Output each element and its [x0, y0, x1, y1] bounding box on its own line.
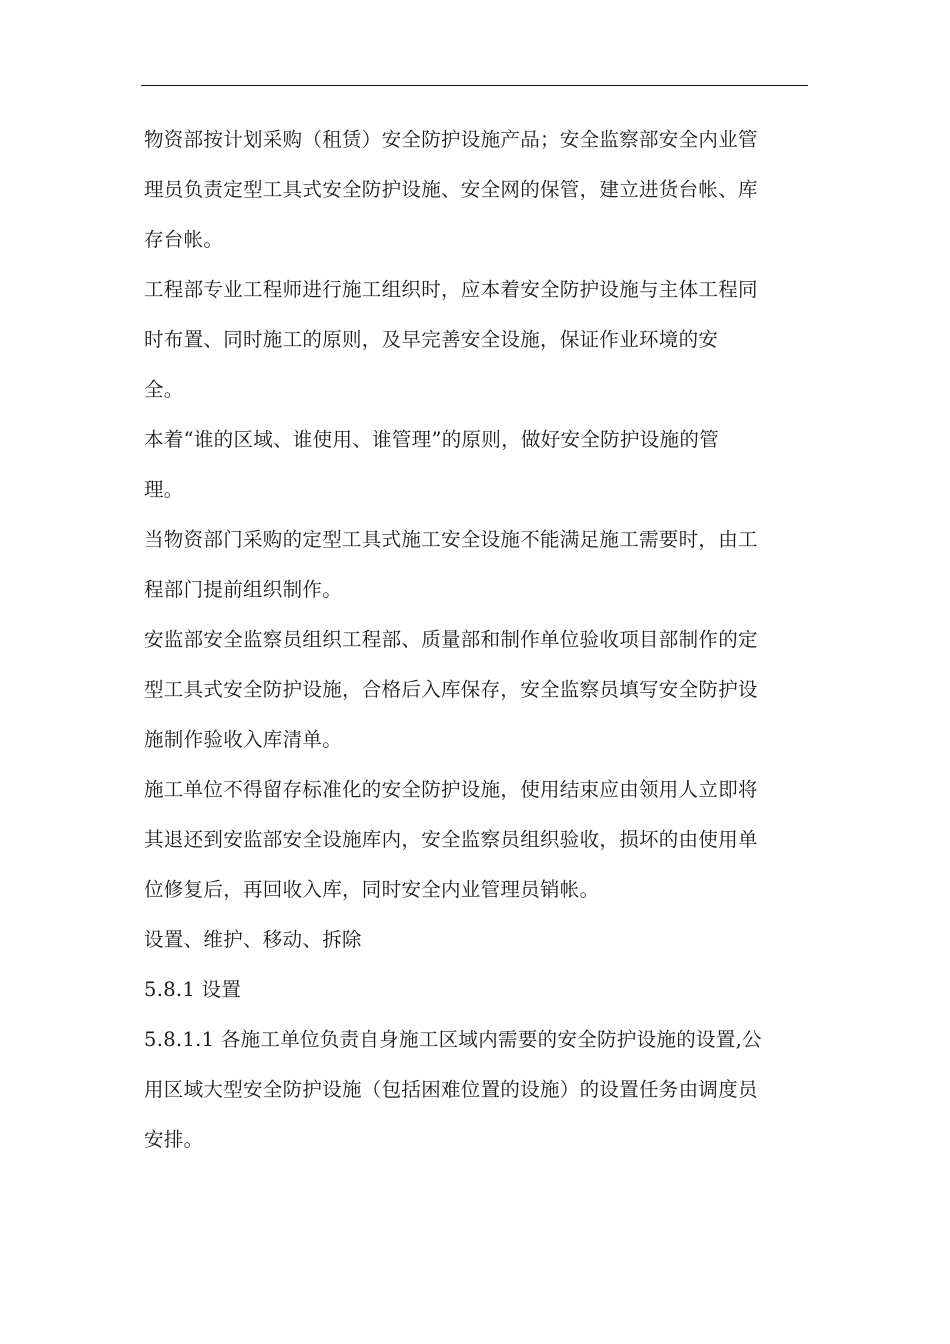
text-line: 5.8.1.1 各施工单位负责自身施工区域内需要的安全防护设施的设置,公 — [144, 1028, 762, 1051]
text-line: 理员负责定型工具式安全防护设施、安全网的保管，建立进货台帐、库 — [144, 178, 758, 201]
text-line: 理。 — [144, 478, 184, 501]
text-line: 施工单位不得留存标准化的安全防护设施，使用结束应由领用人立即将 — [144, 778, 758, 801]
text-line: 安监部安全监察员组织工程部、质量部和制作单位验收项目部制作的定 — [144, 628, 758, 651]
text-line: 位修复后，再回收入库，同时安全内业管理员销帐。 — [144, 878, 600, 901]
text-line: 存台帐。 — [144, 228, 224, 251]
document-body — [144, 120, 812, 1170]
text-line: 安排。 — [144, 1128, 204, 1151]
text-line: 其退还到安监部安全设施库内，安全监察员组织验收，损坏的由使用单 — [144, 828, 758, 851]
text-line: 当物资部门采购的定型工具式施工安全设施不能满足施工需要时，由工 — [144, 528, 758, 551]
subsection-heading: 5.8.1 设置 — [144, 978, 242, 1001]
text-line: 时布置、同时施工的原则，及早完善安全设施，保证作业环境的安 — [144, 328, 719, 351]
text-line: 施制作验收入库清单。 — [144, 728, 343, 751]
text-line: 全。 — [144, 378, 184, 401]
text-line: 工程部专业工程师进行施工组织时，应本着安全防护设施与主体工程同 — [144, 278, 758, 301]
text-line: 用区域大型安全防护设施（包括困难位置的设施）的设置任务由调度员 — [144, 1078, 758, 1101]
text-line: 程部门提前组织制作。 — [144, 578, 343, 601]
text-line: 本着“谁的区域、谁使用、谁管理”的原则，做好安全防护设施的管 — [144, 428, 719, 451]
text-line: 物资部按计划采购（租赁）安全防护设施产品；安全监察部安全内业管 — [144, 128, 758, 151]
text-line: 型工具式安全防护设施，合格后入库保存，安全监察员填写安全防护设 — [144, 678, 758, 701]
header-rule — [141, 85, 808, 86]
section-heading: 设置、维护、移动、拆除 — [144, 928, 362, 951]
